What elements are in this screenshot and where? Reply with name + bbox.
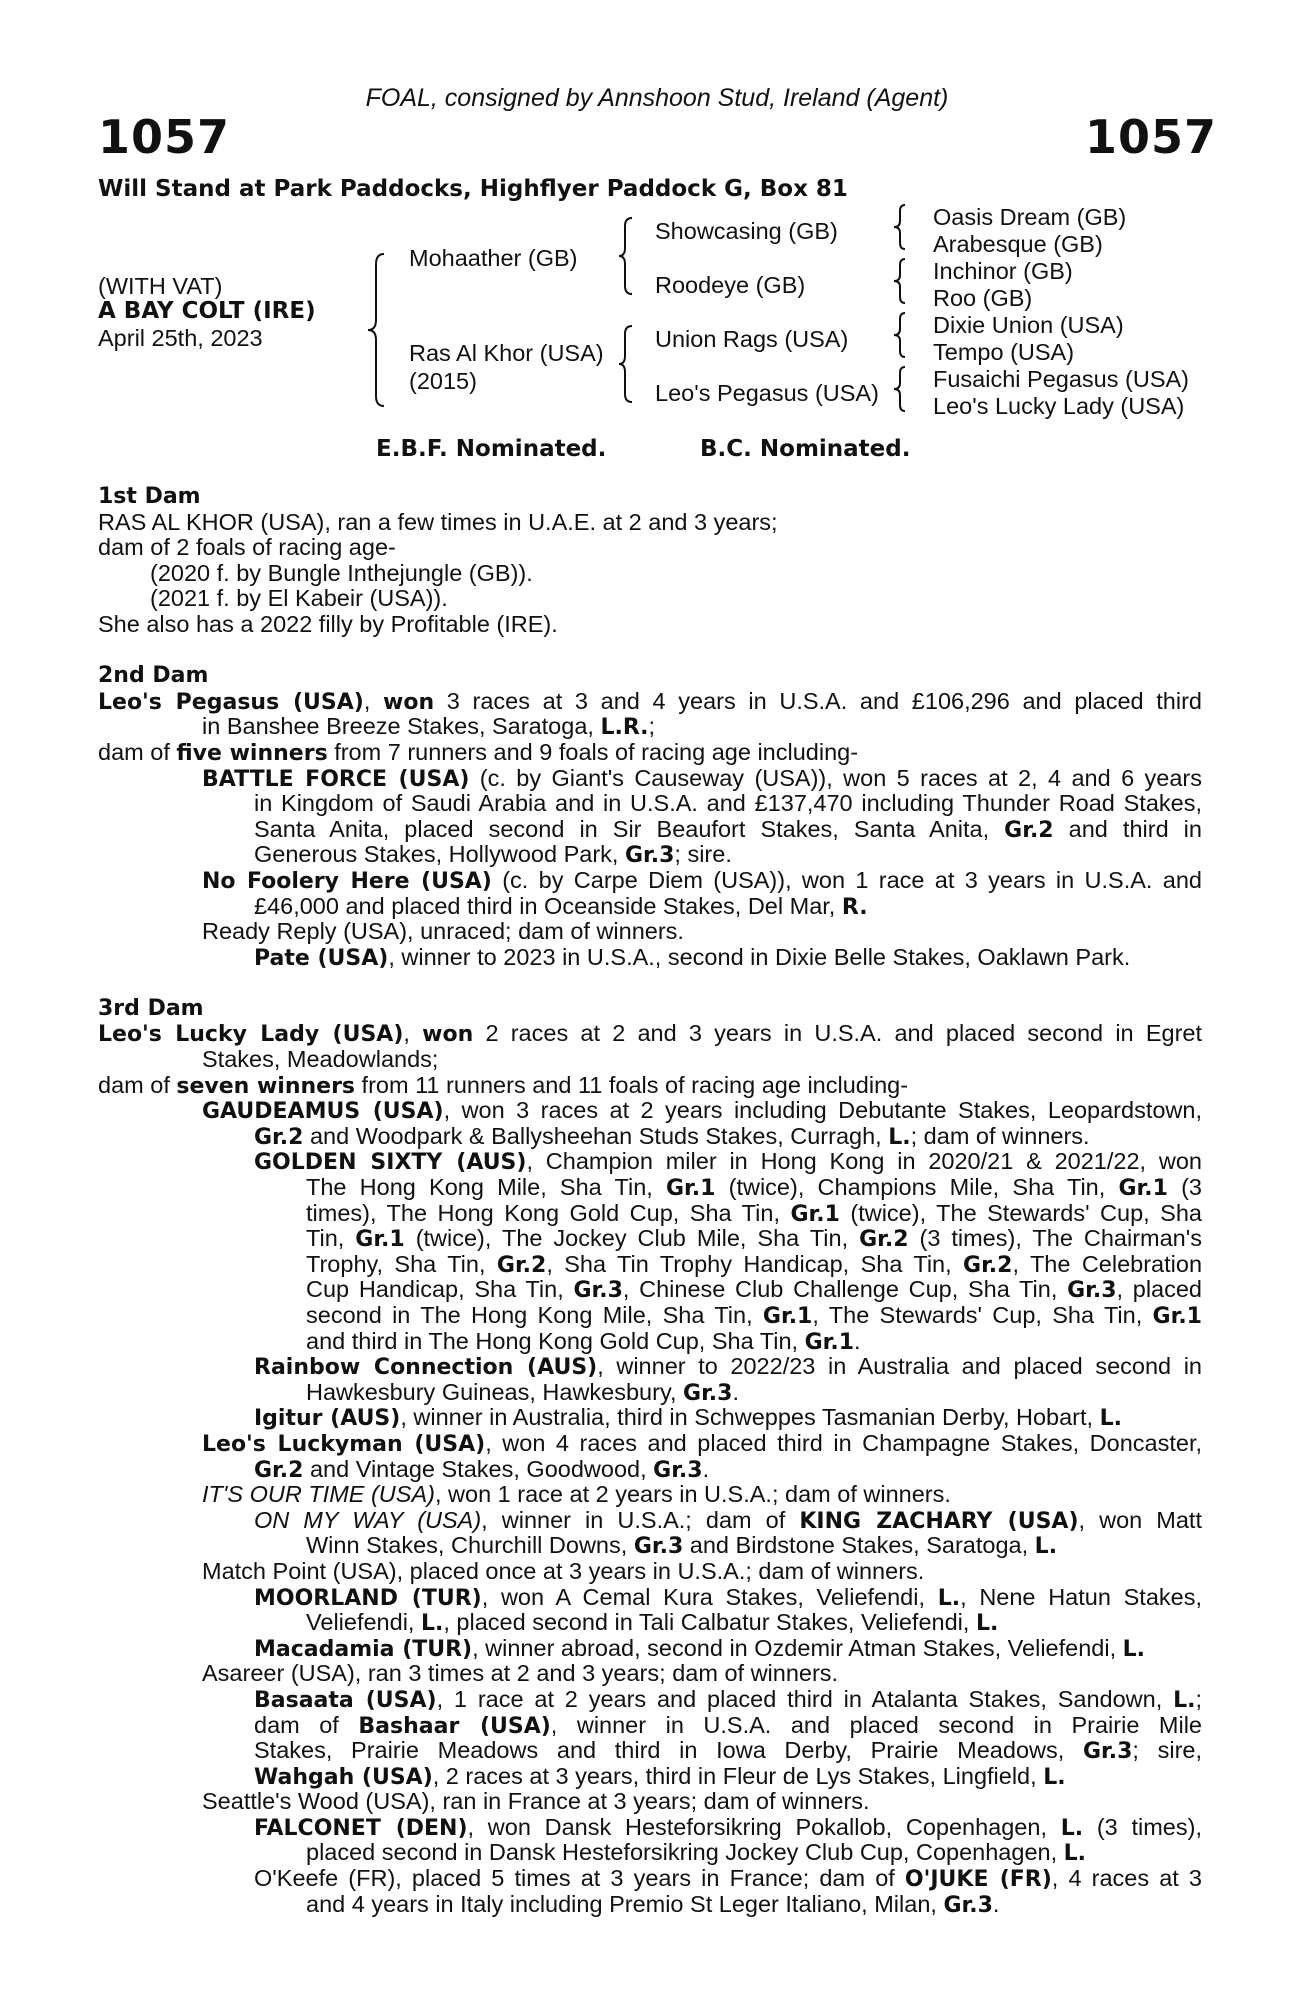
second-dam-line: Leo's Pegasus (USA), won 3 races at 3 and 4 years in U.S.A. and £106,296 and placed third [98, 688, 1202, 715]
dam-dam: Leo's Pegasus (USA) [655, 380, 879, 406]
third-dam-line: Seattle's Wood (USA), ran in France at 3 years; dam of winners. [202, 1788, 870, 1815]
second-dam-line: BATTLE FORCE (USA) (c. by Giant's Causeway (USA)), won 5 races at 2, 4 and 6 years [202, 765, 1202, 792]
second-dam-line: Ready Reply (USA), unraced; dam of winners. [202, 918, 684, 945]
dam: Ras Al Khor (USA) [409, 340, 604, 366]
third-dam-line: GOLDEN SIXTY (AUS), Champion miler in Hong Kong in 2020/21 & 2021/22, won [254, 1149, 1202, 1176]
third-dam-line: Leo's Lucky Lady (USA), won 2 races at 2 and 3 years in U.S.A. and placed second in Egret [98, 1021, 1202, 1048]
third-dam-line: Igitur (AUS), winner in Australia, third in Schweppes Tasmanian Derby, Hobart, L. [254, 1404, 1122, 1432]
section-heading-1st-dam: 1st Dam [98, 484, 201, 509]
third-dam-line: Cup Handicap, Sha Tin, Gr.3, Chinese Club Challenge Cup, Sha Tin, Gr.3, placed [306, 1277, 1202, 1303]
bc-nominated: B.C. Nominated. [700, 436, 911, 462]
pedigree-brace-g12 [890, 202, 910, 252]
first-dam-line: dam of 2 foals of racing age- [98, 534, 396, 561]
pedigree-brace-g56 [890, 310, 910, 360]
pedigree-brace-g78 [890, 364, 910, 414]
pedigree-brace-sire [614, 215, 638, 297]
third-dam-line: GAUDEAMUS (USA), won 3 races at 2 years including Debutante Stakes, Leopardstown, [202, 1098, 1202, 1124]
section-heading-2nd-dam: 2nd Dam [98, 663, 209, 689]
third-dam-line: dam of Bashaar (USA), winner in U.S.A. and placed second in Prairie Mile [254, 1712, 1202, 1739]
second-dam-line: Santa Anita, placed second in Sir Beaufort Stakes, Santa Anita, Gr.2 and third in [254, 816, 1202, 843]
third-dam-line: Leo's Luckyman (USA), won 4 races and placed third in Champagne Stakes, Doncaster, [202, 1430, 1202, 1457]
third-dam-line: Basaata (USA), 1 race at 2 years and placed third in Atalanta Stakes, Sandown, L.; [254, 1686, 1202, 1713]
sire: Mohaather (GB) [409, 245, 578, 271]
section-heading-3rd-dam: 3rd Dam [98, 995, 204, 1021]
vat-note: (WITH VAT) [98, 273, 223, 299]
second-dam-line: dam of five winners from 7 runners and 9 foals of racing age including- [98, 738, 859, 766]
ebf-nominated: E.B.F. Nominated. [376, 436, 607, 462]
third-dam-line: Asareer (USA), ran 3 times at 2 and 3 years; dam of winners. [202, 1660, 839, 1687]
sire-sire: Showcasing (GB) [655, 218, 838, 244]
third-dam-line: Macadamia (TUR), winner abroad, second in Ozdemir Atman Stakes, Veliefendi, L. [254, 1634, 1146, 1662]
third-dam-line: and 4 years in Italy including Premio St Leger Italiano, Milan, Gr.3. [306, 1890, 1000, 1918]
foaling-date: April 25th, 2023 [98, 325, 263, 351]
third-dam-line: and third in The Hong Kong Gold Cup, Sha Tin, Gr.1. [306, 1327, 861, 1355]
first-dam-line: RAS AL KHOR (USA), ran a few times in U.A.E. at 2 and 3 years; [98, 508, 778, 535]
first-dam-line: (2021 f. by El Kabeir (USA)). [150, 585, 448, 612]
third-dam-line: Match Point (USA), placed once at 3 years in U.S.A.; dam of winners. [202, 1557, 925, 1584]
third-dam-line: Winn Stakes, Churchill Downs, Gr.3 and Birdstone Stakes, Saratoga, L. [306, 1532, 1058, 1560]
grandparent-5: Dixie Union (USA) [933, 312, 1124, 338]
third-dam-line: Gr.2 and Vintage Stakes, Goodwood, Gr.3. [254, 1455, 710, 1483]
third-dam-line: Stakes, Meadowlands; [202, 1046, 439, 1073]
third-dam-line: Tin, Gr.1 (twice), The Jockey Club Mile, Sha Tin, Gr.2 (3 times), The Chairman's [306, 1226, 1202, 1252]
third-dam-line: ON MY WAY (USA), winner in U.S.A.; dam of KING ZACHARY (USA), won Matt [254, 1507, 1202, 1534]
lot-number-left: 1057 [98, 110, 231, 164]
third-dam-line: placed second in Dansk Hesteforsikring Jockey Club Cup, Copenhagen, L. [306, 1839, 1087, 1867]
horse-name: A BAY COLT (IRE) [98, 298, 316, 324]
first-dam-line: She also has a 2022 filly by Profitable (IRE). [98, 610, 558, 637]
grandparent-8: Leo's Lucky Lady (USA) [933, 393, 1185, 419]
third-dam-line: The Hong Kong Mile, Sha Tin, Gr.1 (twice), Champions Mile, Sha Tin, Gr.1 (3 [306, 1175, 1202, 1201]
dam-sire: Union Rags (USA) [655, 326, 849, 352]
third-dam-line: times), The Hong Kong Gold Cup, Sha Tin, Gr.1 (twice), The Stewards' Cup, Sha [306, 1200, 1202, 1227]
grandparent-2: Arabesque (GB) [933, 231, 1103, 257]
first-dam-line: (2020 f. by Bungle Inthejungle (GB)). [150, 559, 533, 586]
pedigree-brace-dam [614, 323, 638, 405]
pedigree-brace-main [362, 250, 392, 410]
third-dam-line: dam of seven winners from 11 runners and 11 foals of racing age including- [98, 1071, 909, 1099]
consignment-line: FOAL, consigned by Annshoon Stud, Ireland (Agent) [365, 84, 949, 112]
grandparent-4: Roo (GB) [933, 285, 1033, 311]
third-dam-line: Veliefendi, L., placed second in Tali Calbatur Stakes, Veliefendi, L. [306, 1609, 999, 1637]
second-dam-line: Pate (USA), winner to 2023 in U.S.A., second in Dixie Belle Stakes, Oaklawn Park. [254, 943, 1131, 971]
grandparent-3: Inchinor (GB) [933, 258, 1073, 284]
second-dam-line: in Banshee Breeze Stakes, Saratoga, L.R.; [202, 713, 656, 741]
grandparent-6: Tempo (USA) [933, 339, 1075, 365]
stand-location: Will Stand at Park Paddocks, Highflyer Paddock G, Box 81 [98, 176, 848, 202]
pedigree-brace-g34 [890, 256, 910, 306]
third-dam-line: Wahgah (USA), 2 races at 3 years, third in Fleur de Lys Stakes, Lingfield, L. [254, 1762, 1066, 1790]
catalogue-body [98, 484, 1202, 1917]
third-dam-line: O'Keefe (FR), placed 5 times at 3 years in France; dam of O'JUKE (FR), 4 races at 3 [254, 1866, 1202, 1892]
grandparent-7: Fusaichi Pegasus (USA) [933, 366, 1189, 392]
second-dam-line: No Foolery Here (USA) (c. by Carpe Diem (USA)), won 1 race at 3 years in U.S.A. and [202, 867, 1202, 894]
third-dam-line: second in The Hong Kong Mile, Sha Tin, Gr.1, The Stewards' Cup, Sha Tin, Gr.1 [306, 1303, 1202, 1329]
third-dam-line: Gr.2 and Woodpark & Ballysheehan Studs Stakes, Curragh, L.; dam of winners. [254, 1122, 1090, 1150]
dam-year: (2015) [409, 368, 477, 394]
third-dam-line: Stakes, Prairie Meadows and third in Iowa Derby, Prairie Meadows, Gr.3; sire, [254, 1738, 1202, 1764]
lot-number-right: 1057 [1085, 110, 1218, 164]
grandparent-1: Oasis Dream (GB) [933, 204, 1127, 230]
third-dam-line: Hawkesbury Guineas, Hawkesbury, Gr.3. [306, 1378, 739, 1406]
second-dam-line: in Kingdom of Saudi Arabia and in U.S.A. and £137,470 including Thunder Road Stakes, [254, 791, 1202, 817]
third-dam-line: Rainbow Connection (AUS), winner to 2022/23 in Australia and placed second in [254, 1354, 1202, 1380]
second-dam-line: £46,000 and placed third in Oceanside Stakes, Del Mar, R. [254, 892, 868, 920]
sire-dam: Roodeye (GB) [655, 272, 806, 298]
third-dam-line: FALCONET (DEN), won Dansk Hesteforsikring Pokallob, Copenhagen, L. (3 times), [254, 1814, 1202, 1841]
third-dam-line: Trophy, Sha Tin, Gr.2, Sha Tin Trophy Handicap, Sha Tin, Gr.2, The Celebration [306, 1251, 1202, 1278]
third-dam-line: IT'S OUR TIME (USA), won 1 race at 2 years in U.S.A.; dam of winners. [202, 1481, 951, 1508]
third-dam-line: MOORLAND (TUR), won A Cemal Kura Stakes, Veliefendi, L., Nene Hatun Stakes, [254, 1584, 1202, 1611]
second-dam-line: Generous Stakes, Hollywood Park, Gr.3; sire. [254, 841, 732, 869]
